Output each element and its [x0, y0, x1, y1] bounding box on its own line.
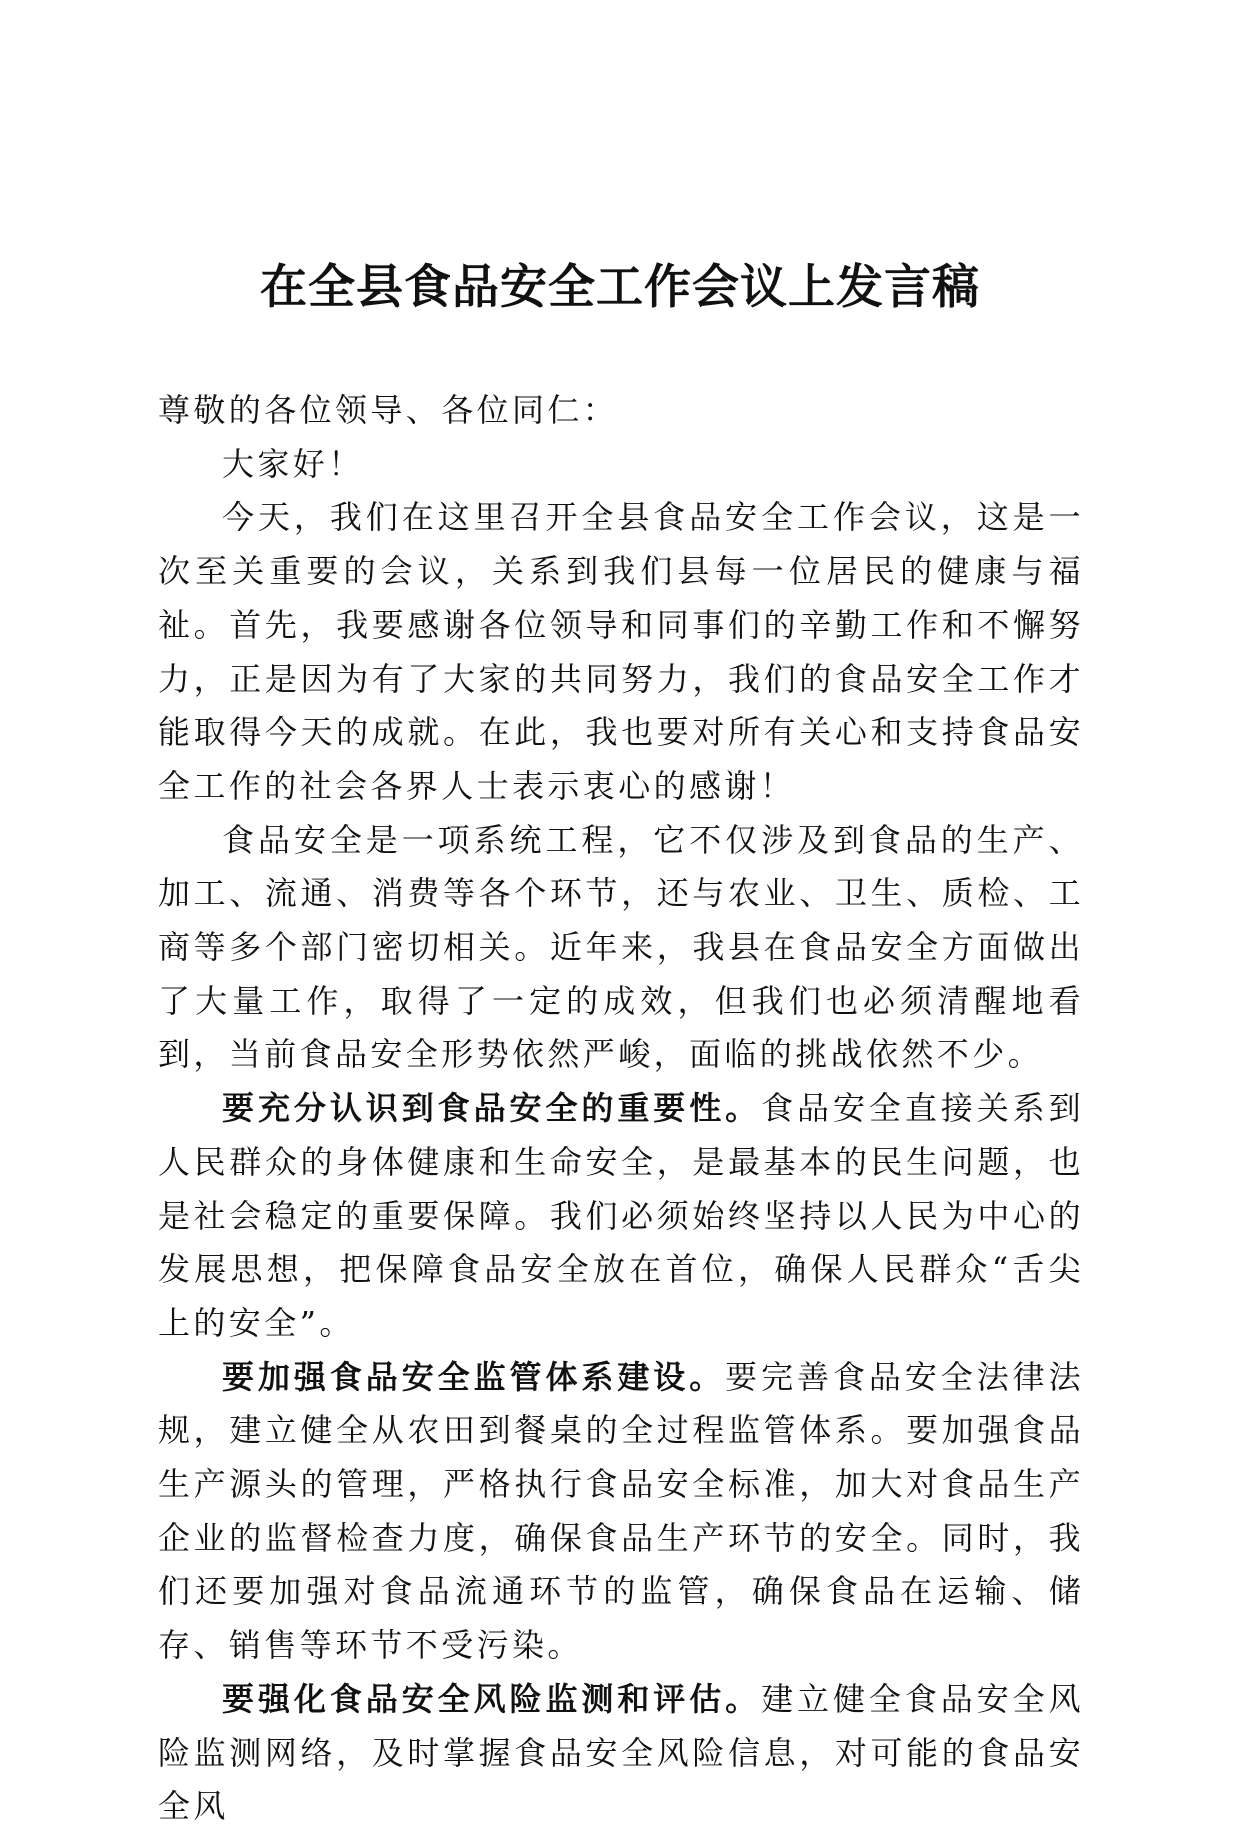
- paragraph-lead: 要充分认识到食品安全的重要性。: [222, 1089, 762, 1128]
- paragraph-opening: [158, 491, 1084, 813]
- document-title: 在全县食品安全工作会议上发言稿: [260, 260, 980, 315]
- paragraph-risk-monitoring: [158, 1673, 1084, 1834]
- document-body: [158, 384, 1084, 1834]
- paragraph-greeting: [158, 438, 1084, 492]
- paragraph-lead: 要强化食品安全风险监测和评估。: [222, 1679, 762, 1718]
- paragraph-lead: 要加强食品安全监管体系建设。: [222, 1357, 726, 1396]
- paragraph-text: 食品安全是一项系统工程，它不仅涉及到食品的生产、加工、流通、消费等各个环节，还与农业、卫生、质检、工商等多个部门密切相关。近年来，我县在食品安全方面做出了大量工作，取得了一定的成效，但我们也必须清醒地看到，当前食品安全形势依然严峻，面临的挑战依然不少。: [158, 820, 1084, 1074]
- paragraph-text: 建立健全食品安全风险监测网络，及时掌握食品安全风险信息，对可能的食品安全风: [158, 1679, 1084, 1826]
- paragraph-text: 食品安全直接关系到人民群众的身体健康和生命安全，是最基本的民生问题，也是社会稳定的重要保障。我们必须始终坚持以人民为中心的发展思想，把保障食品安全放在首位，确保人民群众“舌尖上的安全”。: [158, 1089, 1084, 1342]
- paragraph-background: [158, 814, 1084, 1083]
- paragraph-supervision: [158, 1351, 1084, 1673]
- paragraph-text: 今天，我们在这里召开全县食品安全工作会议，这是一次至关重要的会议，关系到我们县每一位居民的健康与福祉。首先，我要感谢各位领导和同事们的辛勤工作和不懈努力，正是因为有了大家的共同努力，我们的食品安全工作才能取得今天的成就。在此，我也要对所有关心和支持食品安全工作的社会各界人士表示衷心的感谢！: [158, 498, 1084, 805]
- paragraph-importance: [158, 1082, 1084, 1351]
- paragraph-text: 大家好！: [222, 444, 364, 483]
- salutation: 尊敬的各位领导、各位同仁：: [158, 391, 619, 429]
- paragraph-text: 要完善食品安全法律法规，建立健全从农田到餐桌的全过程监管体系。要加强食品生产源头的管理，严格执行食品安全标准，加大对食品生产企业的监督检查力度，确保食品生产环节的安全。同时，我们还要加强对食品流通环节的监管，确保食品在运输、储存、销售等环节不受污染。: [158, 1357, 1084, 1665]
